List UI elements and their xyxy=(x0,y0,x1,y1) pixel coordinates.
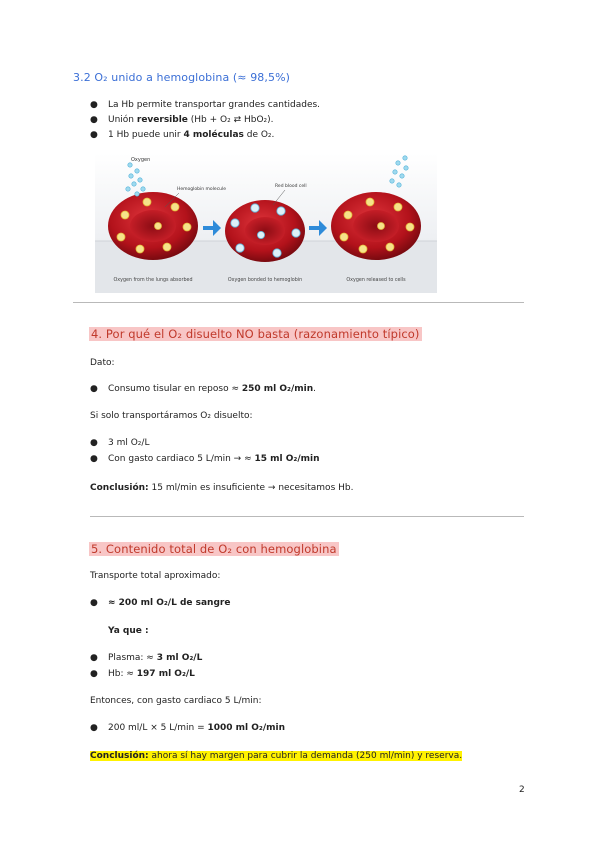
bullet-dot: ● xyxy=(90,100,98,110)
dissolved-intro: Si solo transportáramos O₂ disuelto: xyxy=(90,411,253,421)
conclusion-label: Conclusión: xyxy=(90,751,149,761)
caption-left: Oxygen from the lungs absorbed xyxy=(113,278,193,283)
conclusion-text: ahora sí hay margen para cubrir la demanda (250 ml/min) y reserva. xyxy=(148,751,463,761)
conclusion-text: 15 ml/min es insuficiente → necesitamos Hb. xyxy=(148,483,354,493)
conclusion-label: Conclusión: xyxy=(90,483,149,493)
bullet-dot: ● xyxy=(90,384,98,394)
bullet-hb-capacity xyxy=(90,100,321,110)
bullet-dot: ● xyxy=(90,454,98,464)
bullet-text: La Hb permite transportar grandes cantidades. xyxy=(108,100,321,110)
conclusion-4 xyxy=(90,483,353,493)
conclusion-5 xyxy=(90,751,462,761)
label-oxygen: Oxygen xyxy=(131,157,151,163)
bullet-bold: 15 ml O₂/min xyxy=(254,454,320,464)
bullet-dot: ● xyxy=(90,598,98,608)
bullet-text: 3 ml O₂/L xyxy=(108,438,150,448)
bullet-dot: ● xyxy=(90,130,98,140)
bullet-hb xyxy=(90,669,195,679)
bullet-text: Consumo tisular en reposo ≈ xyxy=(108,384,242,394)
red-blood-cell-right xyxy=(331,192,421,260)
bullet-plasma xyxy=(90,653,203,663)
bullet-3ml xyxy=(90,438,150,448)
bullet-1000ml xyxy=(90,723,286,733)
bullet-dot: ● xyxy=(90,115,98,125)
red-blood-cell-left xyxy=(108,192,198,260)
bullet-200ml xyxy=(90,598,231,608)
bullet-text: Plasma: ≈ xyxy=(108,653,157,663)
dato-label: Dato: xyxy=(90,358,115,368)
gasto-intro: Entonces, con gasto cardiaco 5 L/min: xyxy=(90,696,262,706)
highlighted-conclusion xyxy=(90,751,462,761)
divider xyxy=(90,516,524,517)
bullet-bold: 197 ml O₂/L xyxy=(136,669,195,679)
caption-right: Oxygen released to cells xyxy=(346,278,406,283)
transporte-intro: Transporte total aproximado: xyxy=(90,571,221,581)
section-4-title: 4. Por qué el O₂ disuelto NO basta (razonamiento típico) xyxy=(91,327,420,341)
bullet-text: Unión xyxy=(108,115,137,125)
page-number: 2 xyxy=(519,785,525,795)
bullet-text: (Hb + O₂ ⇄ HbO₂). xyxy=(187,115,274,125)
bullet-dot: ● xyxy=(90,669,98,679)
bullet-text: 200 ml/L × 5 L/min = xyxy=(108,723,208,733)
bullet-reversible xyxy=(90,115,274,125)
bullet-bold: 1000 ml O₂/min xyxy=(207,723,286,733)
section-32-title: 3.2 O₂ unido a hemoglobina (≈ 98,5%) xyxy=(73,71,291,84)
ya-que-label: Ya que : xyxy=(108,626,149,636)
divider xyxy=(73,302,524,303)
label-hemoglobin: Hemoglobin molecule xyxy=(177,187,227,192)
bullet-bold: ≈ 200 ml O₂/L de sangre xyxy=(108,598,231,608)
bullet-bold: 4 moléculas xyxy=(183,130,244,140)
bullet-four-molecules xyxy=(90,130,275,140)
bullet-consumo xyxy=(90,384,316,394)
bullet-dot: ● xyxy=(90,438,98,448)
bullet-dot: ● xyxy=(90,653,98,663)
bullet-text: Hb: ≈ xyxy=(108,669,137,679)
bullet-bold: reversible xyxy=(136,115,188,125)
bullet-bold: 3 ml O₂/L xyxy=(156,653,203,663)
bullet-text: Con gasto cardiaco 5 L/min → ≈ xyxy=(108,454,255,464)
section-5-title: 5. Contenido total de O₂ con hemoglobina xyxy=(91,542,337,556)
bullet-text: . xyxy=(313,384,316,394)
bullet-bold: 250 ml O₂/min xyxy=(241,384,314,394)
bullet-text: de O₂. xyxy=(243,130,275,140)
red-blood-cell-middle xyxy=(225,200,305,262)
bullet-text: 1 Hb puede unir xyxy=(108,130,184,140)
bullet-gasto xyxy=(90,454,320,464)
caption-middle: Oxygen bonded to hemoglobin xyxy=(227,278,303,283)
bullet-dot: ● xyxy=(90,723,98,733)
hemoglobin-figure xyxy=(95,153,437,293)
label-red-blood-cell: Red blood cell xyxy=(275,184,307,189)
